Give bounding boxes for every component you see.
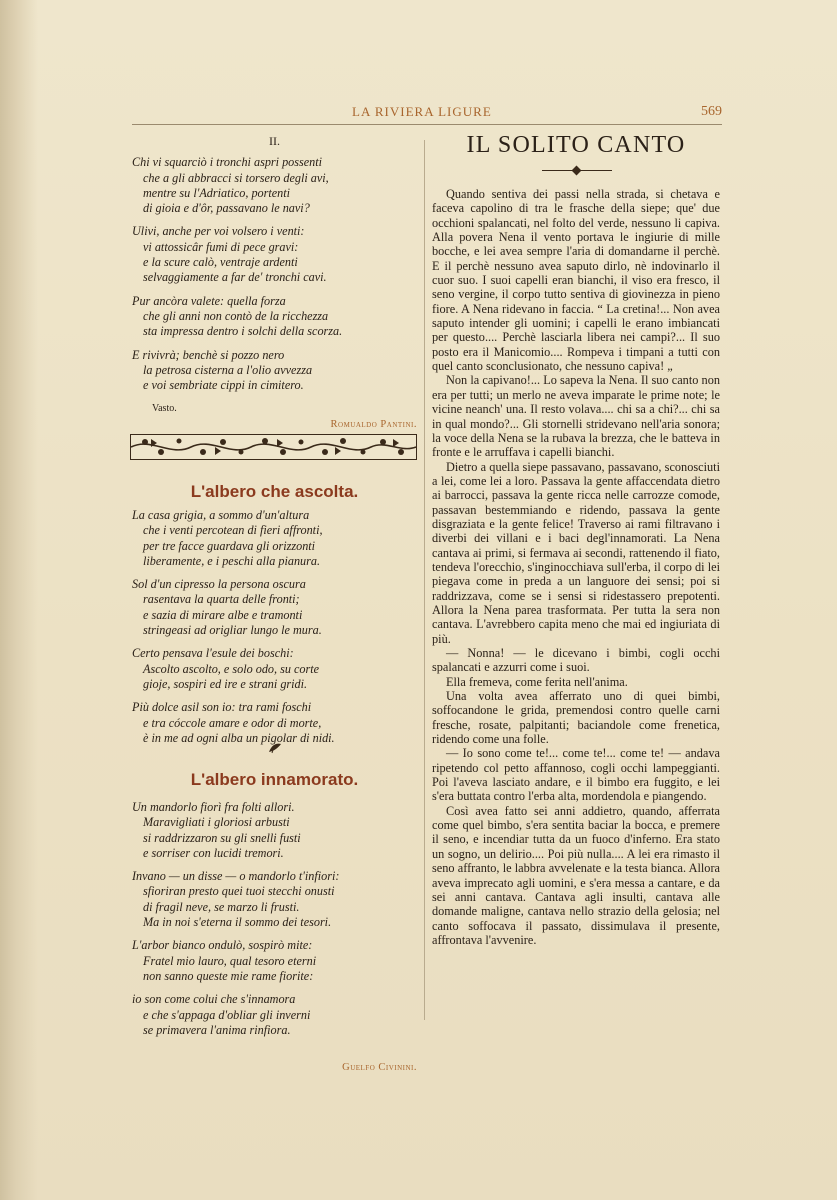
poem-line: di fragil neve, se marzo li frusti. [143,899,300,914]
running-header [132,104,722,125]
poem-line: stringeasi ad origliar lungo le mura. [143,623,322,638]
poem-line: sfioriran presto quei tuoi stecchi onusti [143,884,335,899]
left-column [132,130,417,432]
poem-stanza [132,294,417,340]
poem-stanza [132,224,417,285]
story-paragraph: Una volta avea afferrato uno di quei bimbi, soffocandone le grida, premendosi contro quelle carni fresche, rosate, palpitanti; baciandole come frenetica, ridendo come una folle. [432,689,720,747]
poem-line: che i venti percotean di fieri affronti, [143,523,323,538]
leaf-ornament-icon [268,742,282,754]
poem-stanza [132,646,417,692]
poem-line: la petrosa cisterna a l'olio avvezza [143,362,313,377]
poem-line: E rivivrà; benchè si pozzo nero [132,347,285,362]
poem-line: per tre facce guardava gli orizzonti [143,538,316,553]
column-divider [424,140,425,1020]
poem-line: e sazia di mirare albe e tramonti [143,607,303,622]
story-paragraph: Ella fremeva, come ferita nell'anima. [446,674,628,689]
poem-stanza [132,800,417,861]
poem-line: non sanno queste mie rame fiorite: [143,968,314,983]
poem-line: Certo pensava l'esule dei boschi: [132,646,294,661]
poem-stanza [132,348,417,394]
poem-stanza [132,155,417,216]
poem-albero-innamorato-block [132,800,417,1075]
poem-place: Vasto. [152,403,177,415]
poem-line: se primavera l'anima rinfiora. [143,1022,291,1037]
page-number: 569 [701,104,722,119]
story-paragraph: Non la capivano!... Lo sapeva la Nena. Il suo canto non era per tutti; un merlo ne aveva imparate le prime note; le vicine neanch' una. Il resto volava.... chi sa a chi?... chi sa in qual mondo?... Gli stornelli stridevano nell'aria sonora; la voce della Nena se la rubava la brezza, che le batteva in fronte e le arruffava i capelli bianchi. [432,373,720,460]
poem-stanza [132,992,417,1038]
poem-line: Sol d'un cipresso la persona oscura [132,577,306,592]
poem-line: gioje, sospiri ed ire e strani gridi. [143,676,308,691]
poem-line: Ma in noi s'eterna il sommo dei tesori. [143,915,332,930]
story-text [432,187,720,947]
poem-albero-innamorato [132,800,417,1038]
poem-line: Maravigliati i gloriosi arbusti [143,815,290,830]
story-paragraph: Quando sentiva dei passi nella strada, si chetava e faceva capolino di tra le frasche della siepe; que' due occhioni spalancati, nel folto del verde, nessuno li capiva. Alla povera Nena il vento portava le ingiurie di mille bocche, e lei avea sempre l'aria di domandarne il perchè. E il perchè nessuno avea saputo dirlo, nè indovinarlo il cuor suo. I suoi capelli eran bianchi, il viso era fresco, il seno vergine, il corpo tutto sentiva di giovinezza in pieno fiore. A Nena ridevano in faccia. “ La cretina!... Non avea saputo intender gli uomini; i capelli le erano imbiancati per questo.... Perchè lasciarla libera nei campi?... Il suo posto era il Manicomio.... Rompeva i timpani a tutti con quel canto sconclusionato, che nessuno capiva! „ [432,187,720,374]
poem-title-albero-ascolta: L'albero che ascolta. [190,482,359,501]
poem-line: sta impressa dentro i solchi della scorza. [143,324,343,339]
poem-line: e sorriser con lucidi tremori. [143,845,284,860]
poem-line: io son come colui che s'innamora [132,992,296,1007]
decorative-vine-border [130,434,417,460]
poem-olive-trees [132,155,417,393]
poem-author-civinini: Guelfo Civinini. [342,1062,417,1074]
poem-line: L'arbor bianco ondulò, sospirò mite: [132,938,313,953]
poem-line: che a gli abbracci si torsero degli avi, [143,170,329,185]
section-numeral: II. [269,134,280,148]
poem-stanza [132,577,417,638]
poem-author: Romualdo Pantini. [330,418,417,430]
right-column [432,130,720,947]
poem-line: che gli anni non contò de la ricchezza [143,308,329,323]
poem-line: e tra cóccole amare e odor di morte, [143,715,322,730]
story-title: IL SOLITO CANTO [466,132,686,158]
poem-line: rasentava la quarta delle fronti; [143,592,300,607]
poem-line: liberamente, e i peschi alla pianura. [143,553,321,568]
poem-line: Ascolto ascolto, e solo odo, su corte [143,661,320,676]
story-paragraph: Dietro a quella siepe passavano, passavano, sconosciuti a lei, come lei a loro. Passava la gente affaccendata dietro ai barrocci, passava la gente ricca nelle carrozze comode, passavan bestemmiando e ridendo, passava la gente disgraziata e la gente felice! Traverso ai rami filtravano i diverbi dei villani e i baci degl'innamorati. La Nena cantava ai primi, si fermava ai secondi, rattenendo il fiato, tendeva l'orecchio, s'inginocchiava sull'erba, il corpo di lei piegava come in preda a un languore dei sensi; poi si raddrizzava, come se i sensi si ridestassero prepotenti. Allora la Nena parea trasformata. Per tutta la sera non cantava. L'avrebbero capita meno che mai ed ingiuriata di più. [432,459,720,646]
poem-line: Fratel mio lauro, qual tesoro eterni [143,953,317,968]
poem-line: Ulivi, anche per voi volsero i venti: [132,224,305,239]
poem-line: e la scure calò, ventraje ardenti [143,255,298,270]
poem-stanza [132,508,417,569]
poem-line: Un mandorlo fiorì fra folti allori. [132,800,295,814]
poem-stanza [132,938,417,984]
poem-stanza [132,700,417,746]
story-paragraph: Così avea fatto sei anni addietro, quando, afferrata come quel bimbo, s'era sentita baciar la bocca, e premere il seno, e incendiar tutta da un fuoco d'inferno. Era stato un sogno, un delirio.... Poi più nulla.... A lei era rimasto il seno affranto, le labbra avvelenate e la testa bianca. Allora aveva imprecato agli uomini, e s'era messa a cantare, e da sei anni cantava. Cantava agli insulti, cantava alle domande maligne, cantava nello strazio della gelosia; nel canto soffocava il passato, dissimulava il presente, affrontava l'avvenire. [432,803,720,947]
poem-line: e voi sembriate cippi in cimitero. [143,378,304,393]
poem-albero-ascolta [132,508,417,754]
title-rule-ornament [432,165,720,177]
poem-line: Più dolce asil son io: tra rami foschi [132,700,312,715]
poem-line: è in me ad ogni alba un pigolar di nidi. [143,730,335,745]
page-binding-shadow [0,0,38,1200]
poem-line: Chi vi squarciò i tronchi aspri possenti [132,155,323,170]
poem-line: mentre su l'Adriatico, portenti [143,185,291,200]
poem-line: Invano — un disse — o mandorlo t'infiori: [132,869,340,884]
poem-stanza [132,869,417,930]
poem-line: Pur ancòra valete: quella forza [132,293,286,308]
poem-line: selvaggiamente a far de' tronchi cavi. [143,270,327,285]
poem-line: si raddrizzaron su gli snelli fusti [143,830,301,845]
poem-line: e che s'appaga d'obliar gli inverni [143,1007,311,1022]
poem-line: vi attossicâr fumi di pece gravi: [143,239,299,254]
story-paragraph: — Io sono come te!... come te!... come te! — andava ripetendo col petto affannoso, cogli occhi lampeggianti. Poi l'aveva lasciato andare, e il bimbo era fuggito, e lei s'era buttata contro l'erba alta, mordendola e piangendo. [432,746,720,804]
poem-title-albero-innamorato: L'albero innamorato. [190,770,359,789]
story-paragraph: — Nonna! — le dicevano i bimbi, cogli occhi spalancati e azzurri come i suoi. [432,646,720,675]
running-title: LA RIVIERA LIGURE [352,104,492,119]
poem-line: La casa grigia, a sommo d'un'altura [132,508,310,522]
poem-line: di gioia e d'ôr, passavano le navi? [143,201,310,216]
